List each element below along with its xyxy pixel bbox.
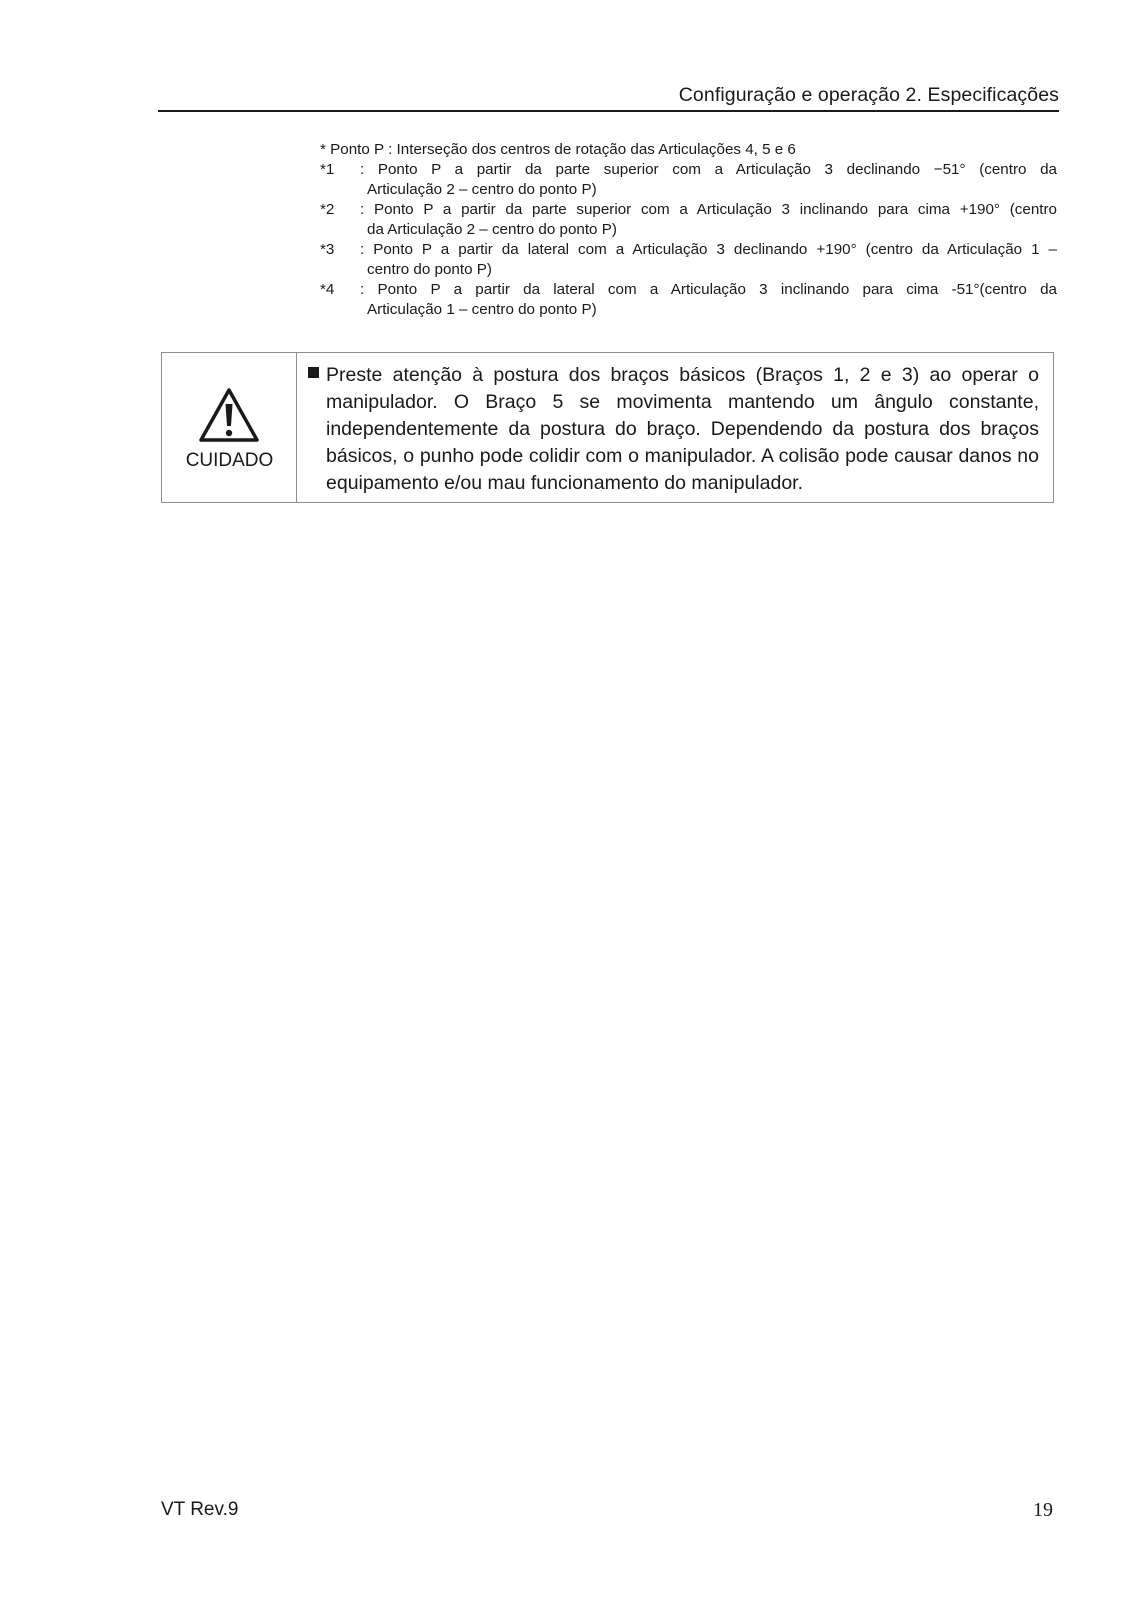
note-text-line1: : Ponto P a partir da lateral com a Articulação 3 declinando +190° (centro da Articulação 1 – bbox=[360, 241, 1057, 258]
footer-page-number: 19 bbox=[1033, 1499, 1053, 1521]
note-item bbox=[320, 200, 1057, 240]
note-mark: *3 bbox=[320, 241, 335, 258]
page-header bbox=[158, 82, 1059, 112]
caution-box bbox=[161, 352, 1054, 503]
note-item bbox=[320, 240, 1057, 280]
note-item bbox=[320, 280, 1057, 320]
caution-paragraph bbox=[308, 362, 1039, 497]
caution-icon-cell bbox=[162, 353, 297, 502]
caution-label: CUIDADO bbox=[185, 450, 274, 471]
note-text-line1: : Ponto P a partir da lateral com a Articulação 3 inclinando para cima -51°(centro da bbox=[360, 281, 1057, 298]
note-mark: *2 bbox=[320, 201, 335, 218]
note-text-line2: da Articulação 2 – centro do ponto P) bbox=[367, 221, 617, 238]
square-bullet-icon bbox=[308, 367, 319, 378]
caution-text: Preste atenção à postura dos braços básicos (Braços 1, 2 e 3) ao operar o manipulador. O Braço 5 se movimenta mantendo um ângulo constante, independentemente da postura do braço. Dependendo da postura dos braços básicos, o punho pode colidir com o manipulador. A colisão pode causar danos no equipamento e/ou mau funcionamento do manipulador. bbox=[326, 364, 1039, 494]
note-mark: *1 bbox=[320, 161, 335, 178]
footer-document-revision: VT Rev.9 bbox=[161, 1499, 239, 1520]
note-text-line1: : Ponto P a partir da parte superior com a Articulação 3 declinando −51° (centro da bbox=[360, 161, 1057, 178]
header-title: Configuração e operação 2. Especificações bbox=[678, 84, 1059, 106]
note-text-line2: Articulação 1 – centro do ponto P) bbox=[367, 301, 597, 318]
note-intro: * Ponto P : Interseção dos centros de rotação das Articulações 4, 5 e 6 bbox=[320, 141, 796, 158]
note-text-line2: centro do ponto P) bbox=[367, 261, 492, 278]
note-text-line1: : Ponto P a partir da parte superior com a Articulação 3 inclinando para cima +190° (centro bbox=[360, 201, 1057, 218]
note-text-line2: Articulação 2 – centro do ponto P) bbox=[367, 181, 597, 198]
note-item bbox=[320, 160, 1057, 200]
caution-message bbox=[308, 362, 1039, 497]
footnotes bbox=[320, 140, 1057, 320]
warning-triangle-icon bbox=[197, 386, 261, 444]
note-mark: *4 bbox=[320, 281, 335, 298]
